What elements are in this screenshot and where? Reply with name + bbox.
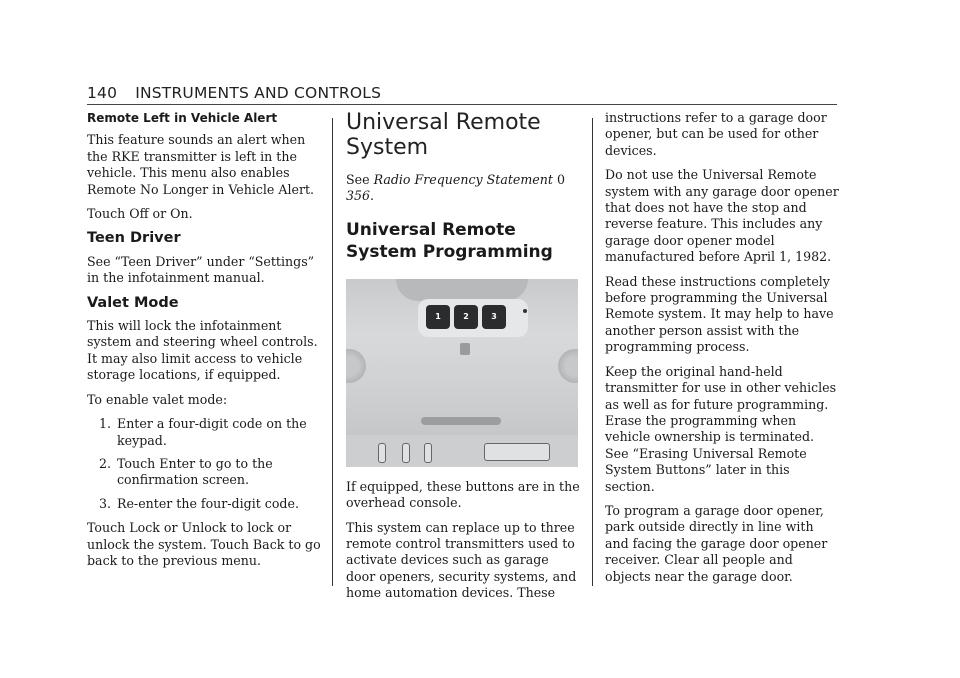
xref-title[interactable]: Radio Frequency Statement <box>373 172 553 187</box>
instructions-continued: instructions refer to a garage door opener, but can be used for other devices. <box>605 110 827 158</box>
page-header <box>87 84 381 102</box>
brand-logo-icon <box>460 343 470 355</box>
do-not-use-paragraph: Do not use the Universal Remote system with any garage door opener that does not have the stop and reverse feature. This includes any garage door opener model manufactured before April 1, 1982. <box>605 167 839 265</box>
step-text: Re-enter the four-digit code. <box>117 495 299 511</box>
step-number: 3. <box>99 495 112 511</box>
xref-page[interactable]: 356. <box>346 188 375 204</box>
lock-unlock-paragraph: Touch Lock or Unlock to lock or unlock the system. Touch Back to go back to the previous menu. <box>87 520 321 568</box>
switch-2 <box>402 443 410 463</box>
read-instructions-paragraph: Read these instructions completely before programming the Universal Remote system. It may help to have another person assist with the programming process. <box>605 273 834 355</box>
remote-button-2: 2 <box>454 305 478 329</box>
remote-left-paragraph: This feature sounds an alert when the RKE transmitter is left in the vehicle. This menu also enables Remote No Longer in Vehicle Alert. <box>87 132 315 197</box>
right-lamp <box>558 349 578 383</box>
console-slot <box>421 417 501 425</box>
indicator-light-icon <box>523 309 527 313</box>
teen-driver-heading: Teen Driver <box>87 230 181 247</box>
sunroof-switch <box>484 443 550 461</box>
valet-step-3 <box>87 496 327 512</box>
header-rule <box>87 104 837 105</box>
radio-frequency-reference <box>346 172 581 205</box>
keep-transmitter-paragraph: Keep the original hand-held transmitter for use in other vehicles as well as for future programming. Erase the programming when vehicle ownership is terminated. See “Erasing Universal Remote System Buttons” later in this section. <box>605 363 837 494</box>
page-number: 140 <box>87 84 118 102</box>
step-number: 2. <box>99 455 112 471</box>
xref-arrow-icon: 0 <box>556 172 565 187</box>
column-2 <box>346 110 581 610</box>
valet-mode-paragraph: This will lock the infotainment system and steering wheel controls. It may also limit access to vehicle storage locations, if equipped. <box>87 318 318 383</box>
switch-3 <box>424 443 432 463</box>
valet-mode-heading: Valet Mode <box>87 294 179 311</box>
step-number: 1. <box>99 416 112 432</box>
overhead-paragraph: If equipped, these buttons are in the overhead console. <box>346 478 580 511</box>
left-lamp <box>346 349 366 383</box>
see-label: See <box>346 172 370 187</box>
column-divider-2 <box>592 118 593 586</box>
column-1 <box>87 110 327 577</box>
console-top <box>396 279 528 301</box>
switch-1 <box>378 443 386 463</box>
valet-step-2 <box>87 456 327 489</box>
step-text: Enter a four-digit code on the keypad. <box>117 416 307 448</box>
section-title: INSTRUMENTS AND CONTROLS <box>135 84 382 102</box>
valet-step-1 <box>87 416 327 449</box>
remote-left-heading: Remote Left in Vehicle Alert <box>87 111 278 125</box>
remote-button-3: 3 <box>482 305 506 329</box>
column-divider-1 <box>332 118 333 586</box>
touch-off-on: Touch Off or On. <box>87 206 193 222</box>
programming-heading: Universal Remote System Programming <box>346 219 553 262</box>
overhead-console-photo <box>346 279 578 467</box>
remote-button-1: 1 <box>426 305 450 329</box>
step-text: Touch Enter to go to the confirmation screen. <box>117 455 273 488</box>
universal-remote-heading: Universal Remote System <box>346 110 541 160</box>
teen-driver-paragraph: See “Teen Driver” under “Settings” in the infotainment manual. <box>87 253 315 286</box>
column-3 <box>605 110 840 593</box>
replace-paragraph: This system can replace up to three remote control transmitters used to activate devices such as garage door openers, security systems, and home automation devices. These <box>346 519 577 601</box>
valet-steps <box>87 416 327 512</box>
valet-intro: To enable valet mode: <box>87 391 228 407</box>
program-garage-paragraph: To program a garage door opener, park outside directly in line with and facing the garage door opener receiver. Clear all people and objects near the garage door. <box>605 502 828 584</box>
